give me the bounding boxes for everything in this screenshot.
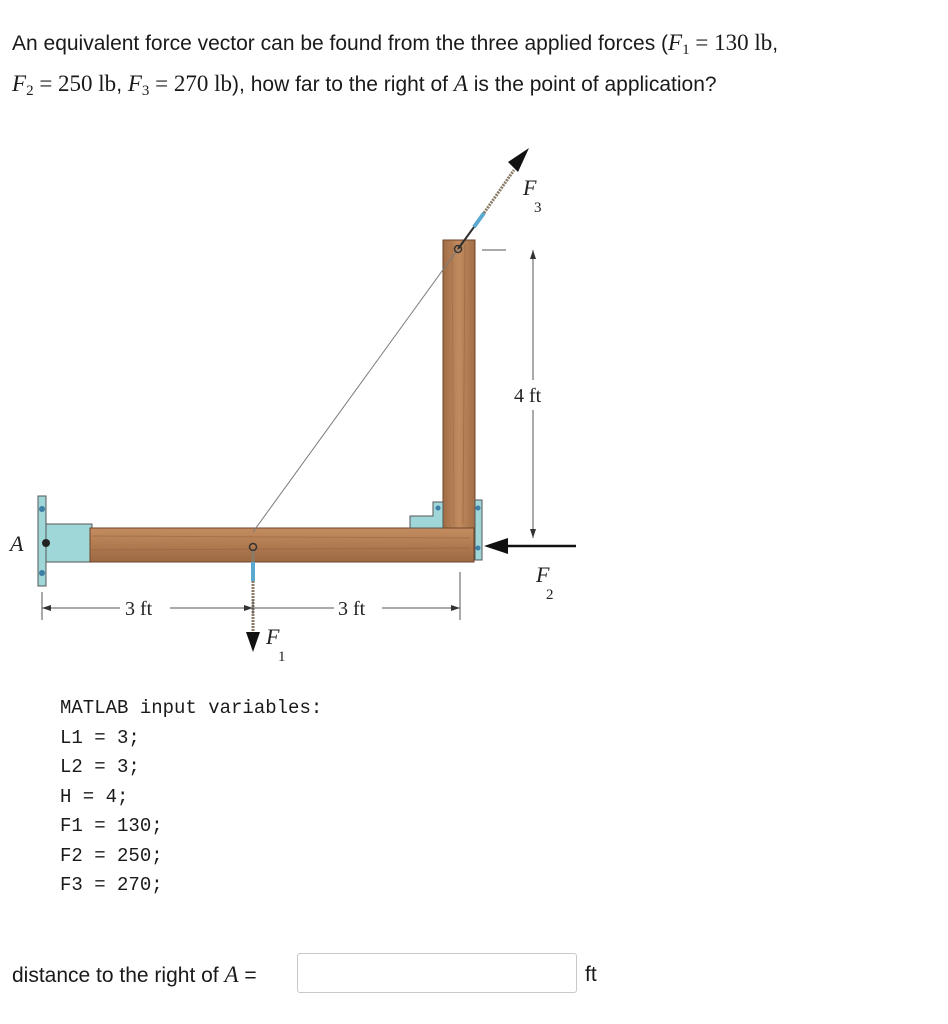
question-part-2: ), how far to the right of bbox=[232, 73, 454, 96]
f3-subscript: 3 bbox=[141, 83, 150, 99]
f1-label: F bbox=[266, 624, 280, 649]
f1-subscript: 1 bbox=[682, 42, 690, 58]
answer-label bbox=[12, 958, 257, 993]
vertical-post bbox=[443, 240, 475, 528]
f3-turnbuckle bbox=[474, 213, 484, 227]
distance-answer-input[interactable] bbox=[297, 953, 577, 993]
beam-figure bbox=[0, 130, 620, 680]
dim-arrow-icon bbox=[42, 605, 51, 611]
question-text bbox=[12, 26, 932, 108]
bracket-bolt-icon bbox=[436, 506, 441, 511]
f2-arrow-icon bbox=[484, 538, 508, 554]
matlab-variables bbox=[60, 694, 322, 901]
matlab-line-h: H = 4; bbox=[60, 785, 129, 808]
answer-label-suffix: = bbox=[238, 964, 257, 987]
f1-arrow-icon bbox=[246, 632, 260, 652]
bracket-bolt-icon bbox=[476, 506, 481, 511]
f2-symbol: F bbox=[12, 71, 27, 96]
f3-rope bbox=[484, 170, 514, 213]
separator-1: , bbox=[772, 32, 779, 55]
wall-bracket bbox=[46, 524, 92, 562]
answer-unit: ft bbox=[585, 963, 597, 986]
matlab-line-l2: L2 = 3; bbox=[60, 756, 140, 778]
answer-label-var: A bbox=[224, 962, 239, 987]
dim-l2-label: 3 ft bbox=[338, 598, 366, 620]
wall-bolt-icon bbox=[39, 506, 45, 512]
f3-label: F bbox=[523, 175, 537, 200]
matlab-line-f3: F3 = 270; bbox=[60, 874, 163, 896]
f1-symbol: F bbox=[668, 30, 683, 55]
question-part-1: An equivalent force vector can be found from the three applied forces ( bbox=[12, 32, 669, 55]
dim-arrow-icon bbox=[451, 605, 460, 611]
dim-h-arrow-icon bbox=[530, 250, 536, 259]
question-part-3: is the point of application? bbox=[467, 73, 717, 96]
f2-label-subscript: 2 bbox=[546, 587, 554, 603]
f3-arrow-icon bbox=[508, 148, 529, 172]
point-a-marker bbox=[42, 539, 50, 547]
matlab-line-f1: F1 = 130; bbox=[60, 815, 163, 837]
separator-2: , bbox=[116, 73, 128, 96]
point-a-label: A bbox=[10, 531, 24, 556]
dim-h-label: 4 ft bbox=[514, 385, 542, 407]
horizontal-beam bbox=[90, 528, 474, 562]
f2-label: F bbox=[536, 562, 550, 587]
f3-label-subscript: 3 bbox=[534, 200, 542, 216]
point-a-symbol: A bbox=[453, 71, 468, 96]
wall-support bbox=[38, 496, 92, 586]
f2-subscript: 2 bbox=[26, 83, 34, 99]
wall-bolt-icon bbox=[39, 570, 45, 576]
dim-l1-label: 3 ft bbox=[125, 598, 153, 620]
f1-value: = 130 lb bbox=[689, 30, 773, 55]
answer-label-prefix: distance to the right of bbox=[12, 964, 225, 987]
bracket-bolt-icon bbox=[476, 546, 481, 551]
f1-label-subscript: 1 bbox=[278, 649, 286, 665]
matlab-line-f2: F2 = 250; bbox=[60, 844, 163, 867]
f2-value: = 250 lb bbox=[33, 71, 117, 96]
matlab-title: MATLAB input variables: bbox=[60, 697, 323, 719]
f3-symbol: F bbox=[127, 71, 142, 96]
matlab-line-l1: L1 = 3; bbox=[60, 726, 140, 749]
f3-value: = 270 lb bbox=[149, 71, 233, 96]
guy-cable bbox=[253, 249, 458, 532]
dim-h-arrow-icon bbox=[530, 529, 536, 538]
